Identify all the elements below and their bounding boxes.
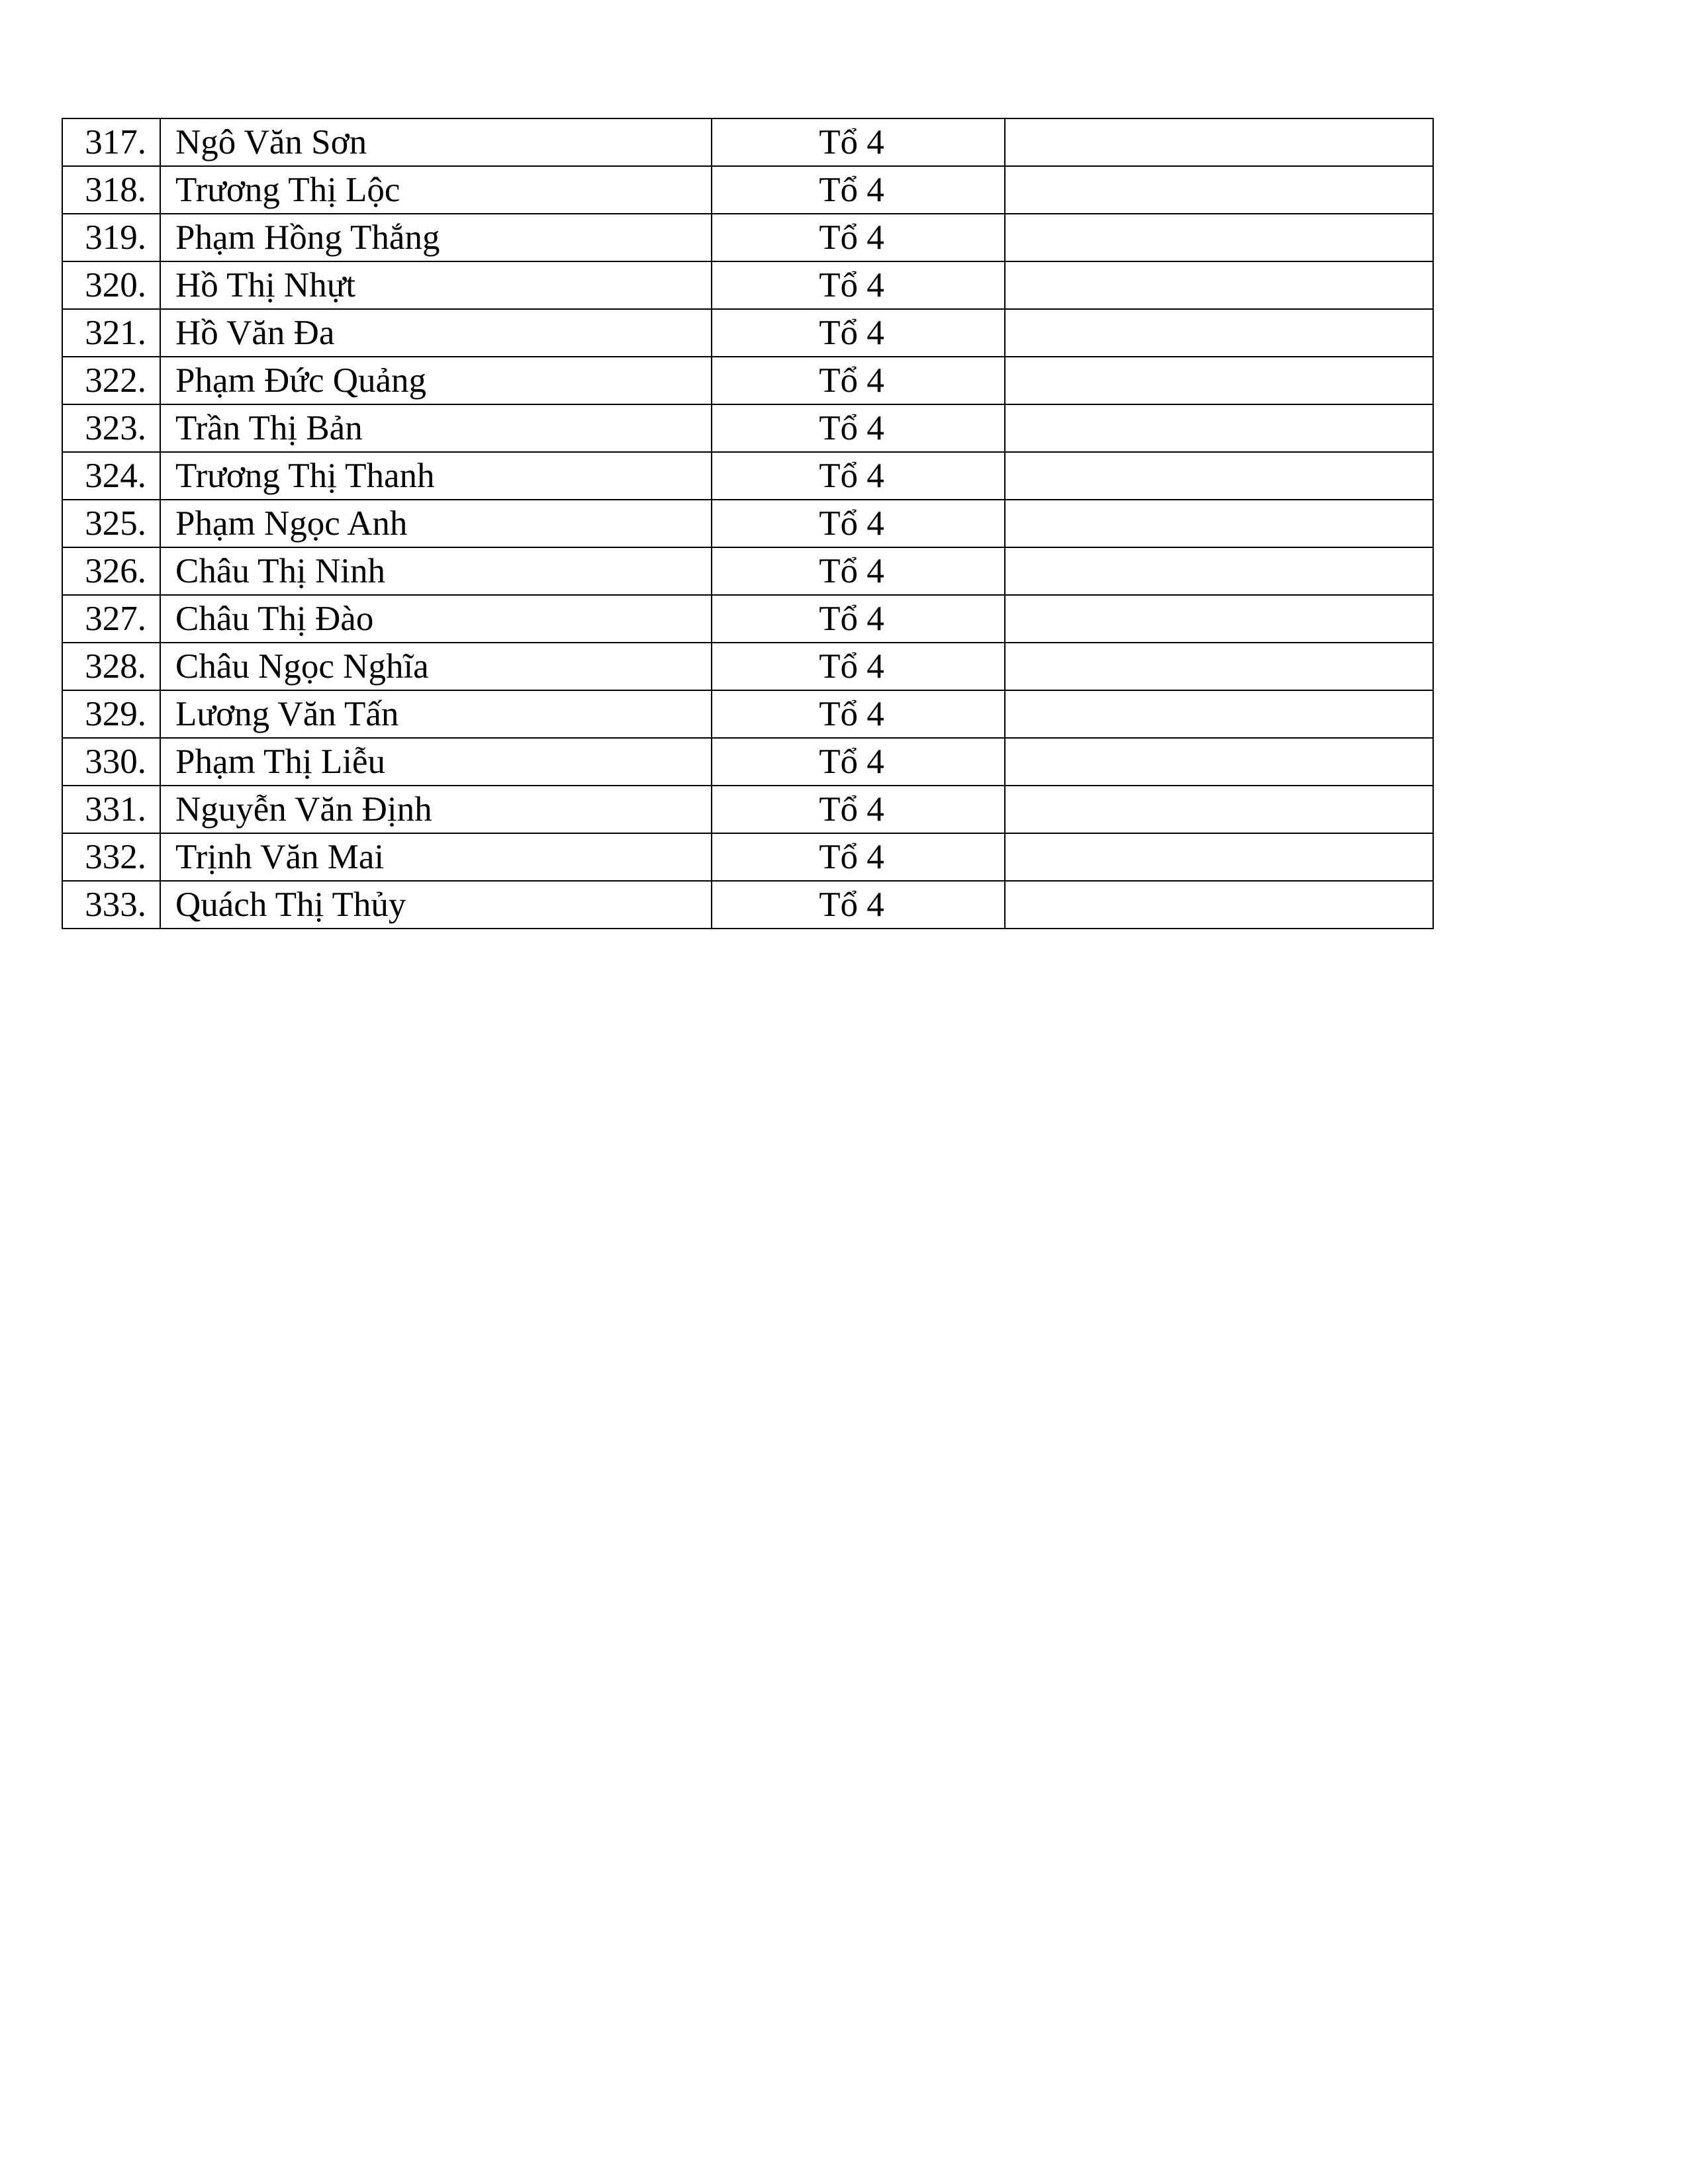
table-row	[62, 261, 1433, 309]
full-name-cell: Trương Thị Thanh	[160, 452, 712, 500]
row-number-cell: 329.	[62, 690, 160, 738]
full-name-cell: Nguyễn Văn Định	[160, 786, 712, 833]
full-name-cell: Quách Thị Thủy	[160, 881, 712, 929]
group-cell: Tổ 4	[712, 357, 1005, 404]
table-row	[62, 833, 1433, 881]
group-cell: Tổ 4	[712, 261, 1005, 309]
group-cell: Tổ 4	[712, 214, 1005, 261]
note-cell	[1005, 452, 1433, 500]
full-name-cell: Trịnh Văn Mai	[160, 833, 712, 881]
note-cell	[1005, 214, 1433, 261]
row-number-cell: 324.	[62, 452, 160, 500]
full-name-cell: Hồ Thị Nhựt	[160, 261, 712, 309]
row-number-cell: 327.	[62, 595, 160, 643]
note-cell	[1005, 595, 1433, 643]
table-row	[62, 452, 1433, 500]
group-cell: Tổ 4	[712, 500, 1005, 547]
note-cell	[1005, 309, 1433, 357]
row-number-cell: 331.	[62, 786, 160, 833]
group-cell: Tổ 4	[712, 547, 1005, 595]
note-cell	[1005, 643, 1433, 690]
note-cell	[1005, 118, 1433, 166]
note-cell	[1005, 881, 1433, 929]
table-row	[62, 214, 1433, 261]
note-cell	[1005, 500, 1433, 547]
note-cell	[1005, 738, 1433, 786]
row-number-cell: 330.	[62, 738, 160, 786]
table-row	[62, 166, 1433, 214]
full-name-cell: Châu Thị Ninh	[160, 547, 712, 595]
group-cell: Tổ 4	[712, 452, 1005, 500]
note-cell	[1005, 786, 1433, 833]
table-row	[62, 118, 1433, 166]
group-cell: Tổ 4	[712, 643, 1005, 690]
row-number-cell: 323.	[62, 404, 160, 452]
table-row	[62, 881, 1433, 929]
note-cell	[1005, 690, 1433, 738]
note-cell	[1005, 547, 1433, 595]
row-number-cell: 325.	[62, 500, 160, 547]
row-number-cell: 333.	[62, 881, 160, 929]
row-number-cell: 318.	[62, 166, 160, 214]
table-row	[62, 309, 1433, 357]
note-cell	[1005, 357, 1433, 404]
table-row	[62, 404, 1433, 452]
row-number-cell: 326.	[62, 547, 160, 595]
group-cell: Tổ 4	[712, 595, 1005, 643]
full-name-cell: Ngô Văn Sơn	[160, 118, 712, 166]
full-name-cell: Phạm Thị Liễu	[160, 738, 712, 786]
group-cell: Tổ 4	[712, 738, 1005, 786]
table-row	[62, 357, 1433, 404]
row-number-cell: 320.	[62, 261, 160, 309]
full-name-cell: Trương Thị Lộc	[160, 166, 712, 214]
table-row	[62, 738, 1433, 786]
full-name-cell: Châu Thị Đào	[160, 595, 712, 643]
table-row	[62, 786, 1433, 833]
note-cell	[1005, 166, 1433, 214]
row-number-cell: 322.	[62, 357, 160, 404]
group-cell: Tổ 4	[712, 833, 1005, 881]
note-cell	[1005, 404, 1433, 452]
full-name-cell: Châu Ngọc Nghĩa	[160, 643, 712, 690]
full-name-cell: Phạm Ngọc Anh	[160, 500, 712, 547]
group-cell: Tổ 4	[712, 404, 1005, 452]
table-row	[62, 690, 1433, 738]
group-cell: Tổ 4	[712, 118, 1005, 166]
full-name-cell: Phạm Hồng Thắng	[160, 214, 712, 261]
full-name-cell: Lương Văn Tấn	[160, 690, 712, 738]
row-number-cell: 328.	[62, 643, 160, 690]
table-row	[62, 500, 1433, 547]
group-cell: Tổ 4	[712, 166, 1005, 214]
group-cell: Tổ 4	[712, 786, 1005, 833]
group-cell: Tổ 4	[712, 690, 1005, 738]
row-number-cell: 319.	[62, 214, 160, 261]
full-name-cell: Hồ Văn Đa	[160, 309, 712, 357]
full-name-cell: Phạm Đức Quảng	[160, 357, 712, 404]
row-number-cell: 332.	[62, 833, 160, 881]
full-name-cell: Trần Thị Bản	[160, 404, 712, 452]
note-cell	[1005, 833, 1433, 881]
note-cell	[1005, 261, 1433, 309]
group-cell: Tổ 4	[712, 309, 1005, 357]
roster-table	[62, 118, 1434, 929]
row-number-cell: 321.	[62, 309, 160, 357]
group-cell: Tổ 4	[712, 881, 1005, 929]
table-row	[62, 595, 1433, 643]
row-number-cell: 317.	[62, 118, 160, 166]
table-row	[62, 547, 1433, 595]
table-row	[62, 643, 1433, 690]
